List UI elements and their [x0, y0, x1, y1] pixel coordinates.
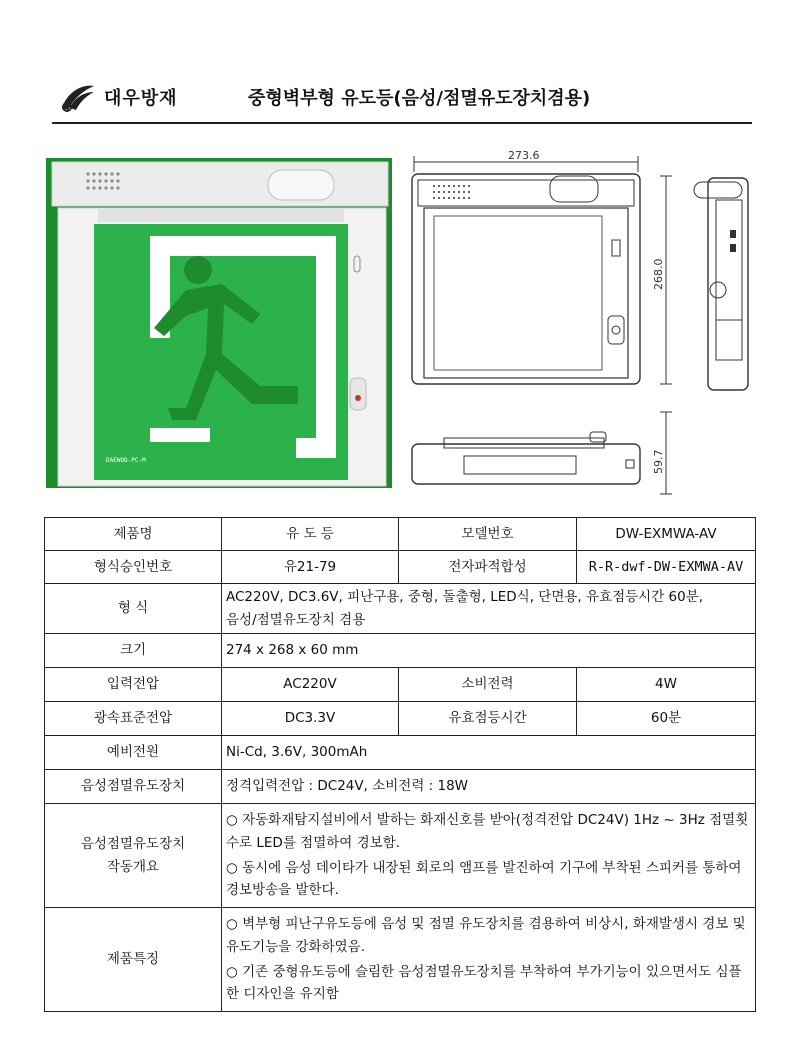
panel-label: DAEWOO-PC-M: [106, 457, 146, 464]
table-row: [45, 770, 756, 804]
front-view-drawing: [404, 140, 694, 410]
bottom-view-drawing: [404, 408, 694, 508]
value-operation: [222, 804, 756, 908]
spec-table: [44, 517, 756, 1012]
table-row: [45, 634, 756, 668]
value-size: 274 x 268 x 60 mm: [222, 634, 756, 668]
value-voice-device: 정격입력전압 : DC24V, 소비전력 : 18W: [222, 770, 756, 804]
label-emc: 전자파적합성: [399, 551, 577, 584]
value-product-name: 유 도 등: [222, 518, 399, 551]
value-features: [222, 908, 756, 1012]
brand-name: 대우방재: [104, 88, 178, 109]
value-approval-number: 유21-79: [222, 551, 399, 584]
label-type: 형 식: [45, 584, 222, 634]
label-size: 크기: [45, 634, 222, 668]
label-product-name: 제품명: [45, 518, 222, 551]
table-row: [45, 518, 756, 551]
table-row: [45, 908, 756, 1012]
page-title: 중형벽부형 유도등(음성/점멸유도장치겸용): [248, 88, 591, 109]
table-row: [45, 668, 756, 702]
type-line-2: 음성/점멸유도장치 겸용: [226, 611, 366, 628]
value-backup-power: Ni-Cd, 3.6V, 300mAh: [222, 736, 756, 770]
table-row: [45, 804, 756, 908]
exit-sign-illustration: [46, 158, 392, 488]
page-header: [52, 72, 752, 124]
operation-label-line-2: 작동개요: [106, 858, 160, 875]
label-operation: [45, 804, 222, 908]
company-logo-icon: [58, 80, 98, 114]
label-approval-number: 형식승인번호: [45, 551, 222, 584]
feature-paragraph-1: ○ 벽부형 피난구유도등에 음성 및 점멸 유도장치를 겸용하여 비상시, 화재발생시 경보 및 유도기능을 강화하였음.: [226, 916, 746, 955]
label-backup-power: 예비전원: [45, 736, 222, 770]
side-view-drawing: [690, 170, 760, 400]
table-row: [45, 551, 756, 584]
height-dimension: 268.0: [652, 258, 665, 290]
value-type: [222, 584, 756, 634]
label-lighting-time: 유효점등시간: [399, 702, 577, 736]
operation-paragraph-2: ○ 동시에 음성 데이타가 내장된 회로의 앰프를 발진하여 기구에 부착된 스피커를 통하여 경보방송을 발한다.: [226, 860, 742, 899]
status-led-icon: [355, 395, 361, 401]
product-photo: [46, 158, 392, 488]
header-divider: [52, 122, 752, 124]
operation-paragraph-1: ○ 자동화재탐지설비에서 발하는 화재신호를 받아(정격전압 DC24V) 1Hz ~ 3Hz 점멸횟수로 LED를 점멸하여 경보함.: [226, 812, 749, 851]
value-power: 4W: [577, 668, 756, 702]
table-row: [45, 736, 756, 770]
label-input-voltage: 입력전압: [45, 668, 222, 702]
value-standard-voltage: DC3.3V: [222, 702, 399, 736]
value-input-voltage: AC220V: [222, 668, 399, 702]
label-model-number: 모델번호: [399, 518, 577, 551]
feature-paragraph-2: ○ 기존 중형유도등에 슬림한 음성점멸유도장치를 부착하여 부가기능이 있으면서도 심플한 디자인을 유지함: [226, 964, 742, 1003]
value-model-number: DW-EXMWA-AV: [577, 518, 756, 551]
value-emc: R-R-dwf-DW-EXMWA-AV: [577, 551, 756, 584]
label-features: 제품특징: [45, 908, 222, 1012]
label-voice-device: 음성점멸유도장치: [45, 770, 222, 804]
width-dimension: 273.6: [508, 149, 540, 162]
table-row: [45, 584, 756, 634]
type-line-1: AC220V, DC3.6V, 피난구용, 중형, 돌출형, LED식, 단면용, 유효점등시간 60분,: [226, 589, 704, 606]
depth-dimension: 59.7: [652, 449, 665, 474]
strobe-lamp-icon: [268, 170, 334, 200]
value-lighting-time: 60분: [577, 702, 756, 736]
label-power: 소비전력: [399, 668, 577, 702]
label-standard-voltage: 광속표준전압: [45, 702, 222, 736]
operation-label-line-1: 음성점멸유도장치: [80, 836, 186, 853]
table-row: [45, 702, 756, 736]
